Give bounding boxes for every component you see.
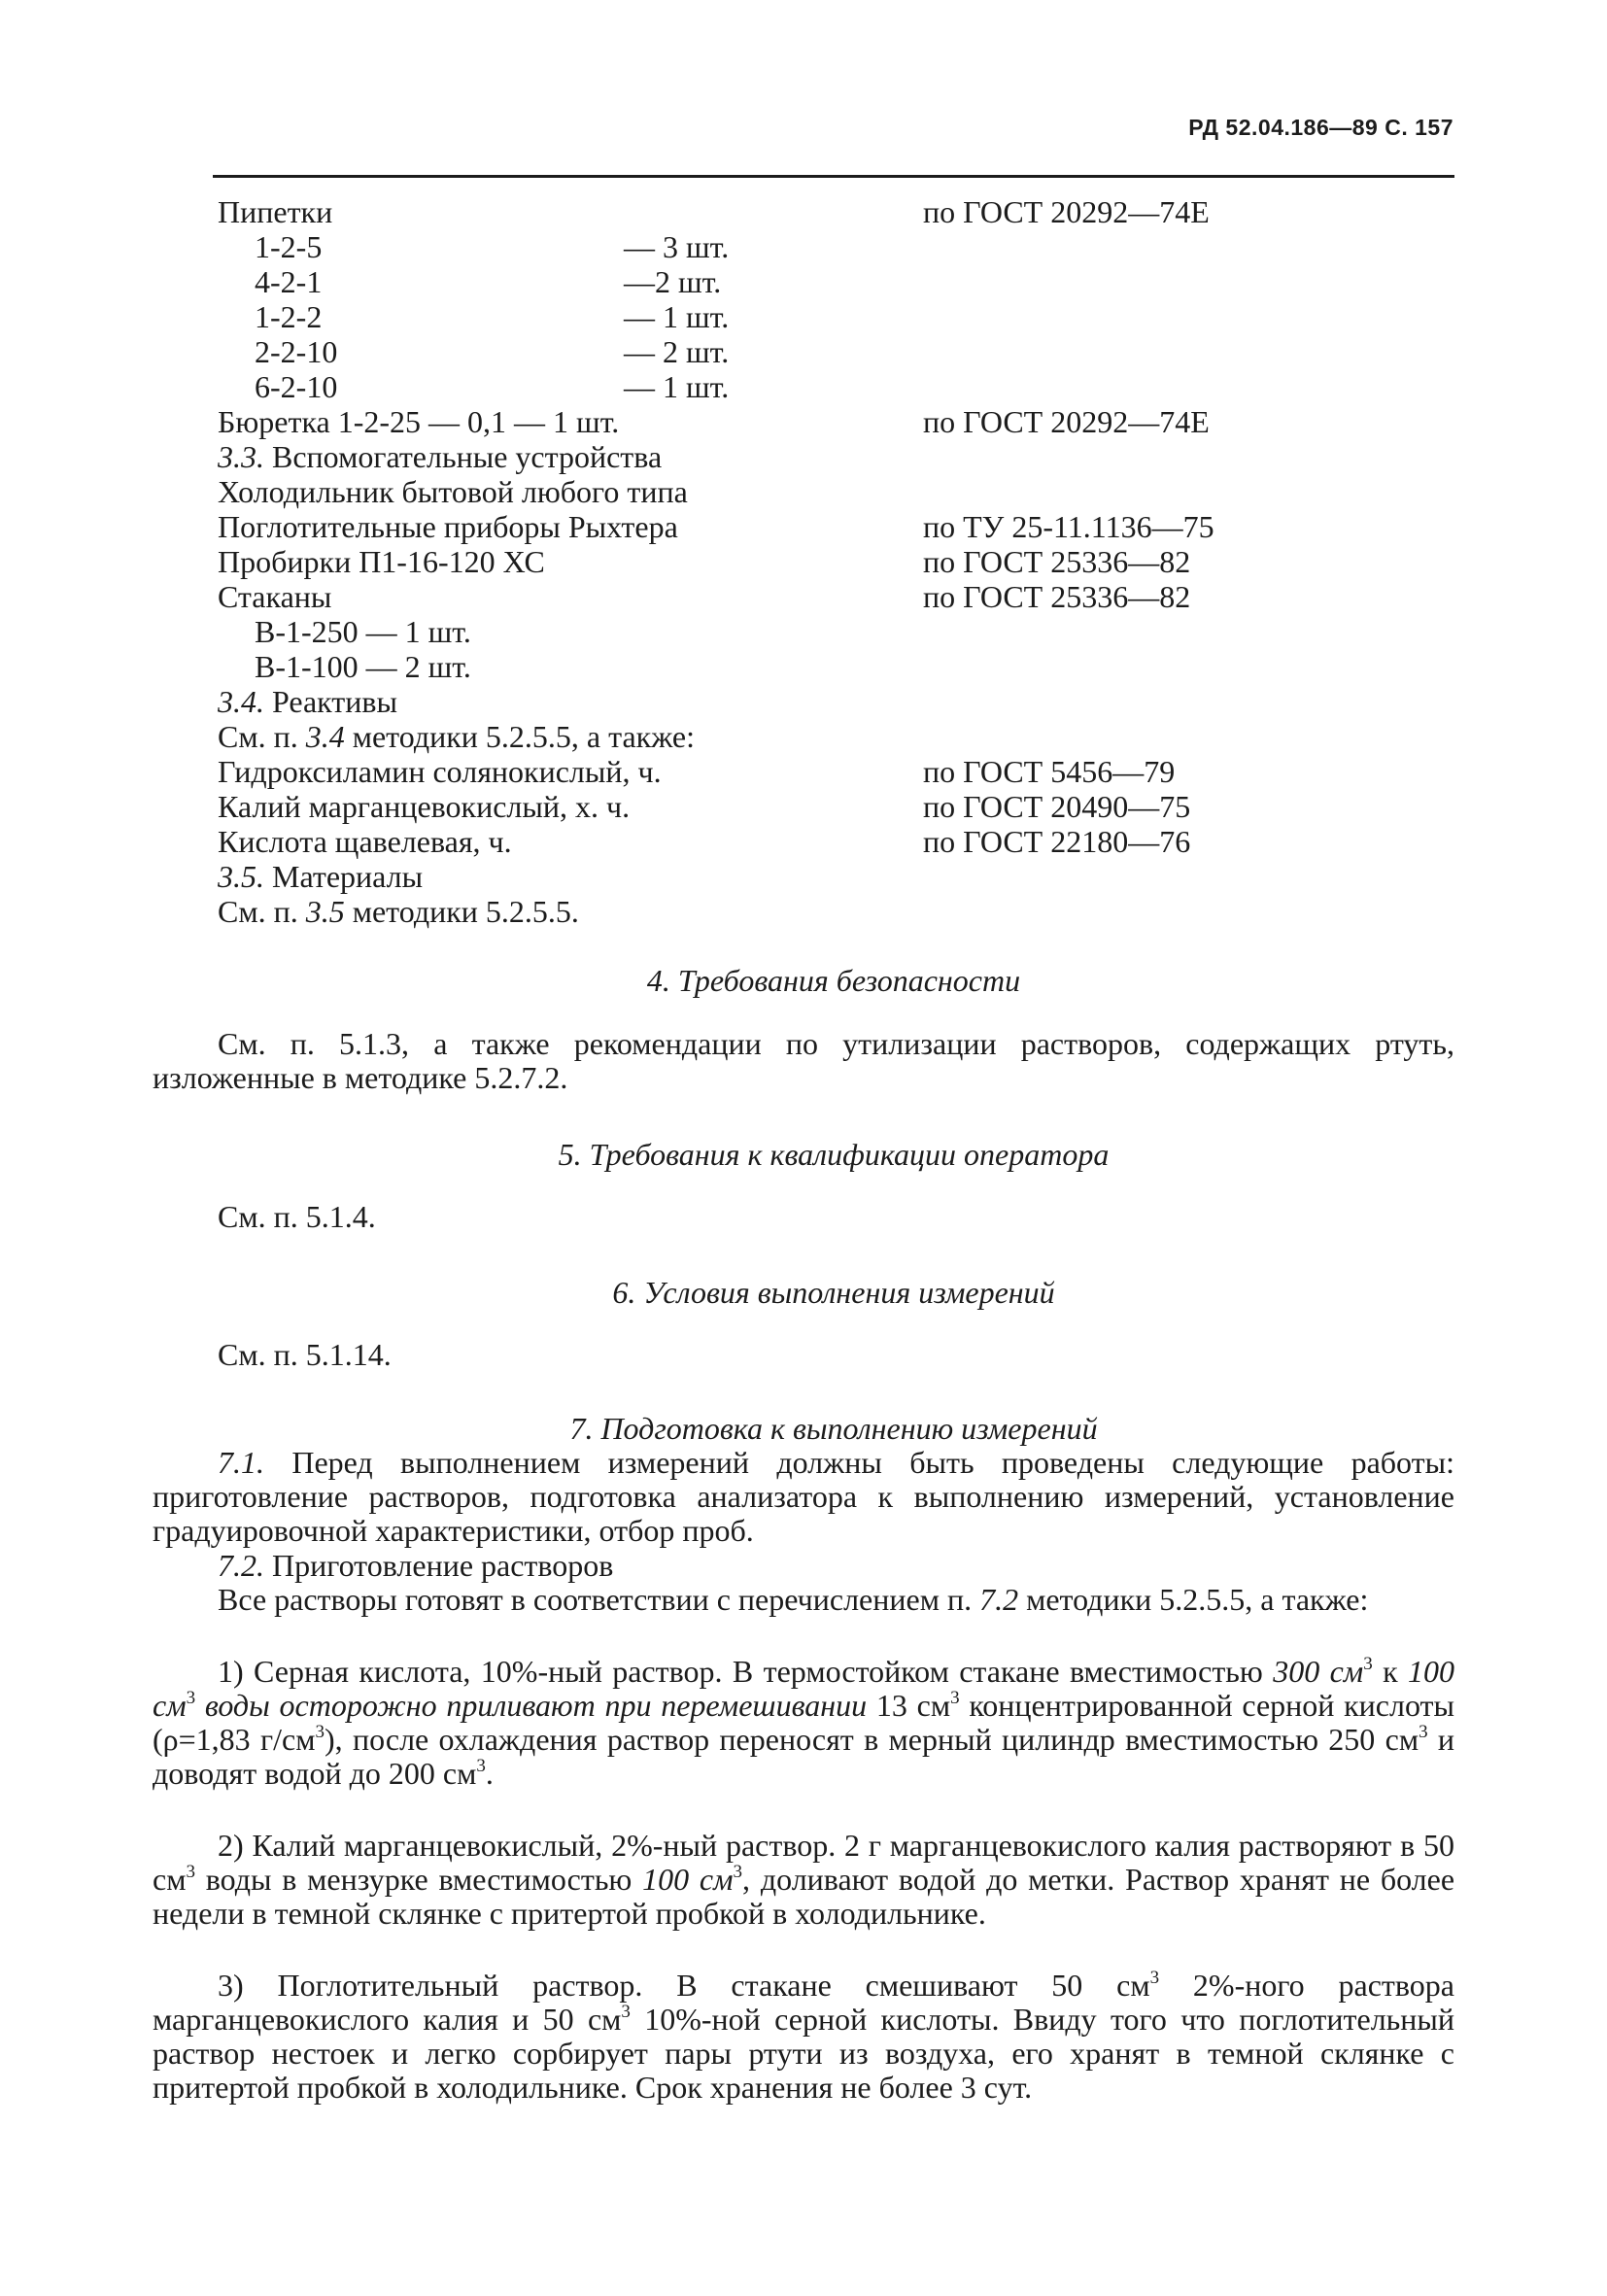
text-run: , доливают водой до метки. Раствор хранят не более недели в темной склянке с притертой пробкой в холодильнике.: [153, 1862, 1455, 1931]
item-count: — 1 шт.: [624, 299, 730, 334]
item-count: — 1 шт.: [624, 369, 730, 404]
list-item: Калий марганцевокислый, х. ч.: [218, 789, 631, 824]
solution-item-1: [153, 1655, 1454, 1791]
paragraph-number: 7.1.: [218, 1445, 264, 1480]
superscript: 3: [186, 1688, 196, 1708]
standard-ref: по ГОСТ 22180—76: [923, 824, 1191, 859]
list-item: Гидроксиламин солянокислый, ч.: [218, 754, 662, 789]
paragraph-7-2: [153, 1549, 1454, 1583]
solution-item-3: [153, 1969, 1454, 2105]
paragraph-text: Приготовление растворов: [272, 1548, 614, 1583]
item-code: 6-2-10: [255, 369, 338, 404]
paragraph-all-solutions: [153, 1583, 1454, 1617]
text-run: воды в мензурке вместимостью: [205, 1862, 633, 1897]
list-item: Пипетки: [218, 194, 333, 229]
standard-ref: по ГОСТ 20490—75: [923, 789, 1191, 824]
text-run: .: [485, 1756, 494, 1791]
text-run: концентрированной серной кислоты (ρ=1,83 г/см: [153, 1688, 1455, 1757]
subsection-heading: [218, 684, 397, 719]
superscript: 3: [621, 2002, 631, 2022]
section-6-body: См. п. 5.1.14.: [218, 1337, 392, 1372]
list-item: [218, 894, 579, 929]
list-item: Стаканы: [218, 579, 332, 614]
solution-item-2: [153, 1829, 1454, 1931]
item-count: — 2 шт.: [624, 334, 730, 369]
text-run: 100 см: [642, 1862, 734, 1897]
list-item: [255, 334, 730, 369]
ref-prefix: См. п.: [218, 894, 298, 929]
item-code: 1-2-2: [255, 299, 323, 334]
superscript: 3: [1419, 1722, 1428, 1742]
text-run: Все растворы готовят в соответствии с перечислением п.: [218, 1582, 973, 1617]
ref-suffix: методики 5.2.5.5.: [352, 894, 579, 929]
subsection-number: 3.5.: [218, 859, 264, 894]
list-item: [255, 229, 730, 264]
item-code: 1-2-5: [255, 229, 323, 264]
paragraph-number: 7.2.: [218, 1548, 264, 1583]
standard-ref: по ГОСТ 20292—74Е: [923, 404, 1210, 439]
paragraph-text: Перед выполнением измерений должны быть проведены следующие работы: приготовление растворов, подготовка анализатора к выполнению измерений, установление градуировочной характеристики, отбор проб.: [153, 1445, 1455, 1548]
subsection-number: 3.3.: [218, 439, 264, 474]
ref-number: 7.2: [979, 1582, 1019, 1617]
subsection-number: 3.4.: [218, 684, 264, 719]
standard-ref: по ГОСТ 20292—74Е: [923, 194, 1210, 229]
list-item: Бюретка 1-2-25 — 0,1 — 1 шт.: [218, 404, 620, 439]
item-count: — 3 шт.: [624, 229, 730, 264]
text-run: 100 см: [153, 1654, 1455, 1723]
section-heading-6: 6. Условия выполнения измерений: [612, 1275, 1055, 1310]
text-run: 1) Серная кислота, 10%-ный раствор. В термостойком стакане вместимостью: [218, 1654, 1263, 1689]
section-heading-7: 7. Подготовка к выполнению измерений: [569, 1411, 1098, 1446]
superscript: 3: [1149, 1968, 1160, 1988]
text-run: к: [1383, 1654, 1398, 1689]
list-item: Поглотительные приборы Рыхтера: [218, 509, 678, 544]
subsection-heading: [218, 859, 423, 894]
text-run: 13 см: [875, 1688, 951, 1723]
superscript: 3: [186, 1862, 195, 1882]
standard-ref: по ТУ 25-11.1136—75: [923, 509, 1214, 544]
list-item: В-1-100 — 2 шт.: [255, 649, 471, 684]
section-4-body: См. п. 5.1.3, а также рекомендации по утилизации растворов, содержащих ртуть, изложенные в методике 5.2.7.2.: [153, 1026, 1454, 1095]
ref-prefix: См. п.: [218, 719, 298, 754]
list-item: [255, 299, 730, 334]
ref-number: 3.5: [305, 894, 345, 929]
text-run: и доводят водой до 200 см: [153, 1722, 1455, 1791]
standard-ref: по ГОСТ 25336—82: [923, 579, 1191, 614]
standard-ref: по ГОСТ 25336—82: [923, 544, 1191, 579]
list-item: [218, 719, 695, 754]
superscript: 3: [315, 1722, 325, 1742]
list-item: Кислота щавелевая, ч.: [218, 824, 512, 859]
text-run: воды осторожно приливают при перемешивании: [204, 1688, 868, 1723]
subsection-title: Материалы: [272, 859, 424, 894]
subsection-title: Реактивы: [272, 684, 398, 719]
text-run: 2) Калий марганцевокислый, 2%-ный раствор. 2 г марганцевокислого калия растворяют в 50 см: [153, 1828, 1454, 1897]
text-run: 300 см: [1273, 1654, 1364, 1689]
section-heading-4: 4. Требования безопасности: [646, 963, 1021, 998]
list-item: [255, 264, 722, 299]
text-run: 10%-ной серной кислоты. Ввиду того что поглотительный раствор нестоек и легко сорбирует пары ртути из воздуха, его хранят в темной склянке с притертой пробкой в холодильнике. Срок хранения не более 3 сут.: [153, 2002, 1454, 2105]
section-5-body: См. п. 5.1.4.: [218, 1199, 376, 1234]
standard-ref: по ГОСТ 5456—79: [923, 754, 1176, 789]
paragraph-7-1: [153, 1446, 1454, 1548]
superscript: 3: [476, 1756, 486, 1776]
header-rule: [213, 175, 1454, 178]
superscript: 3: [950, 1688, 960, 1708]
section-heading-5: 5. Требования к квалификации оператора: [558, 1137, 1110, 1172]
superscript: 3: [733, 1862, 743, 1882]
superscript: 3: [1363, 1654, 1373, 1674]
item-count: —2 шт.: [624, 264, 722, 299]
item-code: 4-2-1: [255, 264, 323, 299]
text-run: 3) Поглотительный раствор. В стакане смешивают 50 см: [218, 1968, 1150, 2003]
list-item: Холодильник бытовой любого типа: [218, 474, 688, 509]
text-run: 2%-ного раствора марганцевокислого калия и 50 см: [153, 1968, 1454, 2037]
text-run: ), после охлаждения раствор переносят в мерный цилиндр вместимостью 250 см: [324, 1722, 1419, 1757]
text-run: методики 5.2.5.5, а также:: [1026, 1582, 1369, 1617]
list-item: [255, 369, 730, 404]
subsection-title: Вспомогательные устройства: [272, 439, 663, 474]
list-item: Пробирки П1-16-120 ХС: [218, 544, 545, 579]
item-code: 2-2-10: [255, 334, 338, 369]
ref-suffix: методики 5.2.5.5, а также:: [352, 719, 695, 754]
list-item: В-1-250 — 1 шт.: [255, 614, 471, 649]
ref-number: 3.4: [305, 719, 345, 754]
page-header: РД 52.04.186—89 С. 157: [1188, 115, 1453, 140]
subsection-heading: [218, 439, 662, 474]
